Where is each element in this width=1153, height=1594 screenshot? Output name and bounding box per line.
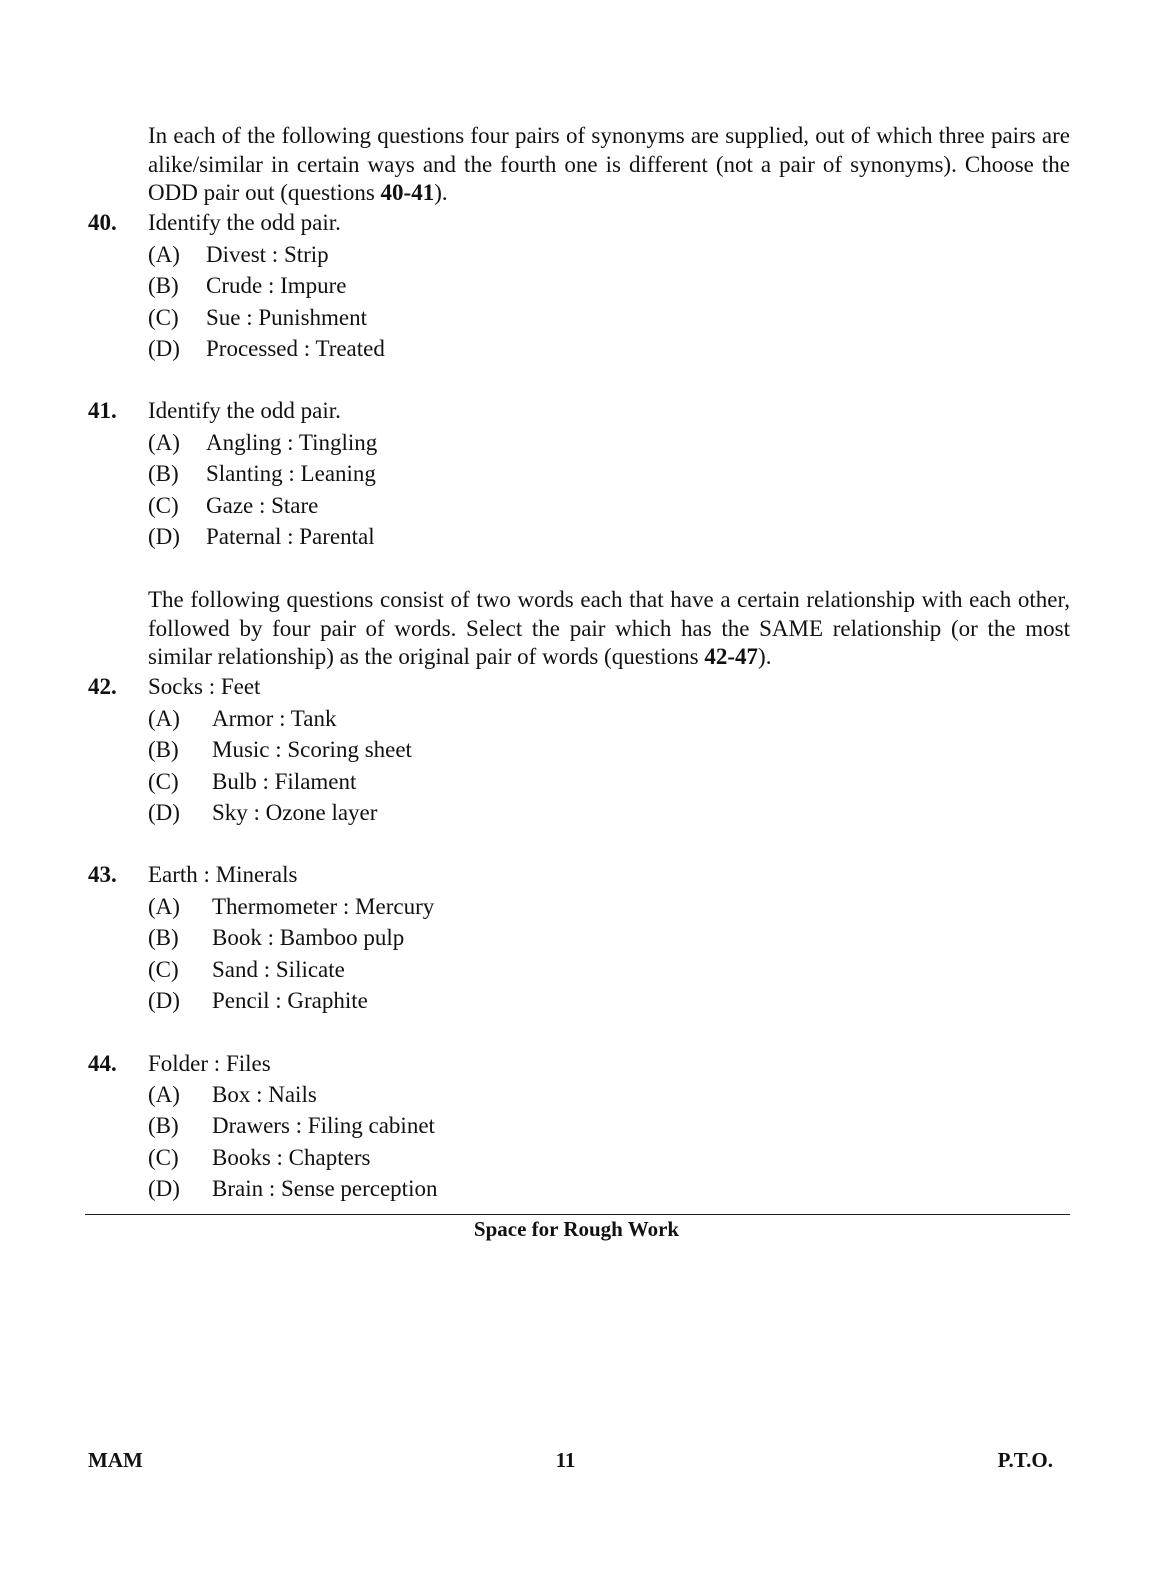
analogy-instructions: The following questions consist of two words each that have a certain relationship with each other, followed by four pair of words. Select the pair which has the SAME relationship (or the most similar relationship) as the original pair of words (questions 42-47).	[148, 587, 1070, 669]
analogy-question-range: 42-47	[704, 644, 759, 669]
question-stem: Folder : Files	[148, 1051, 271, 1076]
question-number: 44.	[88, 1051, 117, 1076]
question-number: 41.	[88, 398, 117, 423]
question-stem: Earth : Minerals	[148, 862, 298, 887]
footer-code: MAM	[88, 1448, 143, 1472]
synonyms-question-range: 40-41	[380, 180, 435, 205]
page-number: 11	[555, 1448, 576, 1472]
question-number: 42.	[88, 674, 117, 699]
question-number: 43.	[88, 862, 117, 887]
synonyms-instructions: In each of the following questions four pairs of synonyms are supplied, out of which three pairs are alike/similar in certain ways and the fourth one is different (not a pair of synonyms). Choose the ODD pair out (questions 40-41).	[148, 123, 1070, 205]
question-stem: Identify the odd pair.	[148, 210, 341, 235]
question-number: 40.	[88, 210, 117, 235]
question-stem: Socks : Feet	[148, 674, 261, 699]
question-stem: Identify the odd pair.	[148, 398, 341, 423]
footer-pto: P.T.O.	[997, 1448, 1053, 1472]
rough-work-label: Space for Rough Work	[473, 1217, 680, 1241]
